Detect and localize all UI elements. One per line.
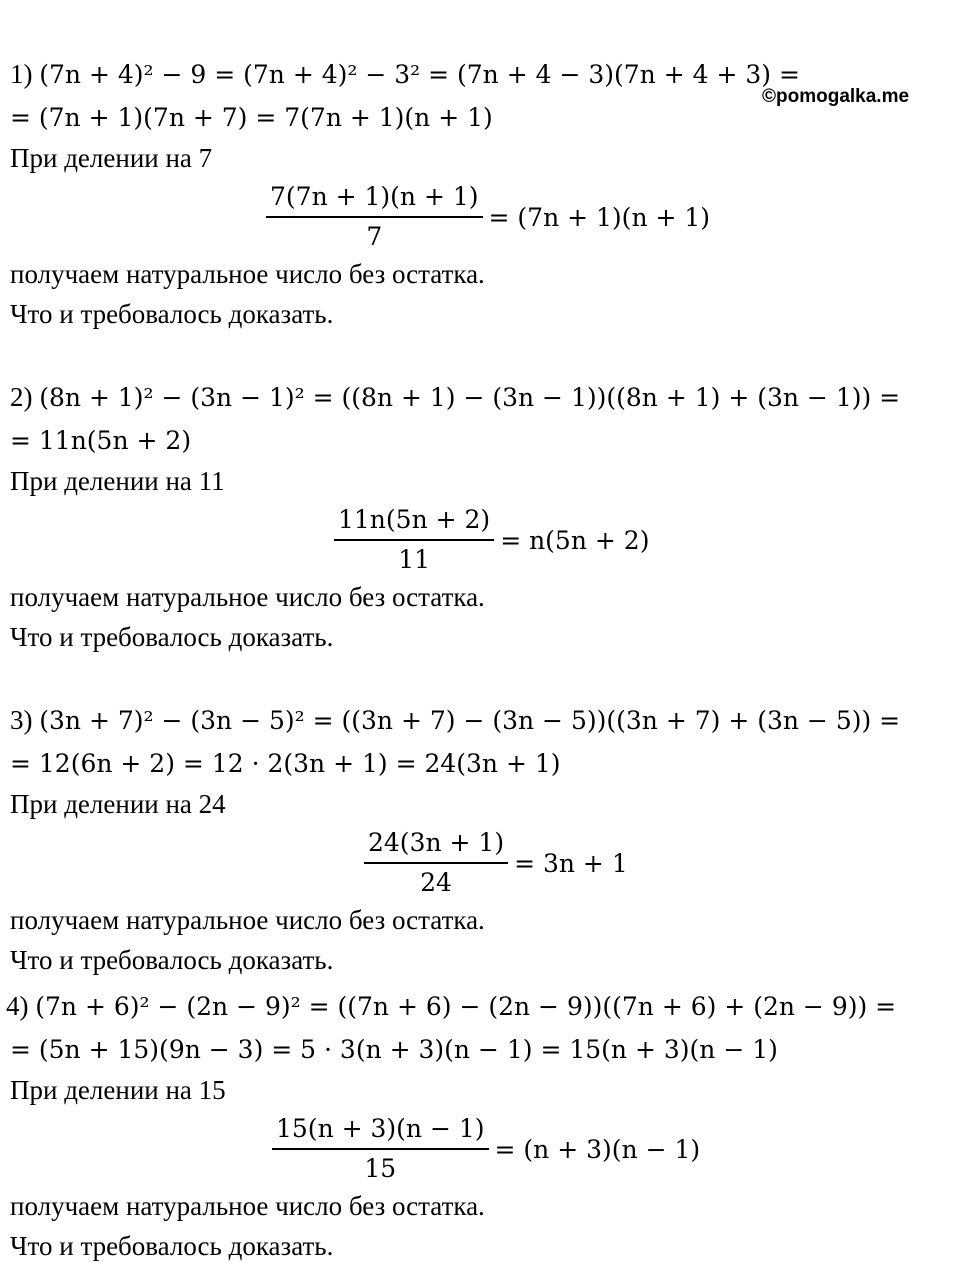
proof-text: Что и требовалось доказать. [10, 299, 334, 329]
fraction-numerator: 15(n + 3)(n − 1) [276, 1114, 485, 1143]
division-text: При делении на 7 [10, 143, 213, 173]
fraction-result: = (n + 3)(n − 1) [494, 1134, 701, 1164]
problem-label: 3) [10, 705, 33, 735]
fraction [272, 1114, 489, 1184]
problem-label: 4) [6, 991, 29, 1021]
fraction-equation [334, 505, 649, 575]
division-text: При делении на 24 [10, 789, 226, 819]
fraction-result: = n(5n + 2) [500, 525, 650, 555]
proof-text: Что и требовалось доказать. [10, 1231, 334, 1261]
problem-1-line-2: = (7n + 1)(7n + 7) = 7(7n + 1)(n + 1) [10, 103, 493, 132]
math-expression: (3n + 7)² − (3n − 5)² = ((3n + 7) − (3n − 5))((3n + 7) + (3n − 5)) = [39, 706, 901, 735]
result-text: получаем натуральное число без остатка. [10, 1191, 485, 1221]
fraction [364, 828, 508, 898]
fraction-equation [364, 828, 628, 898]
fraction-result: = (7n + 1)(n + 1) [488, 202, 711, 232]
fraction-denominator: 7 [366, 222, 383, 251]
problem-1-line-1 [10, 58, 800, 91]
math-expression: (8n + 1)² − (3n − 1)² = ((8n + 1) − (3n − 1))((8n + 1) + (3n − 1)) = [39, 383, 901, 412]
problem-3-line-1 [10, 704, 900, 737]
fraction-equation [266, 182, 710, 252]
problem-label: 2) [10, 382, 33, 412]
problem-4-line-2: = (5n + 15)(9n − 3) = 5 · 3(n + 3)(n − 1) = 15(n + 3)(n − 1) [10, 1035, 778, 1064]
watermark-text: ©pomogalka.me [762, 86, 910, 107]
problem-2-line-1 [10, 381, 900, 414]
problem-label: 1) [10, 59, 33, 89]
result-text: получаем натуральное число без остатка. [10, 259, 485, 289]
problem-4-line-1 [6, 990, 896, 1023]
math-expression: (7n + 4)² − 9 = (7n + 4)² − 3² = (7n + 4 − 3)(7n + 4 + 3) = [39, 60, 800, 89]
fraction-denominator: 24 [420, 868, 452, 897]
fraction-equation [272, 1114, 700, 1184]
problem-2-line-2: = 11n(5n + 2) [10, 426, 192, 455]
fraction-numerator: 7(7n + 1)(n + 1) [270, 182, 479, 211]
fraction-numerator: 11n(5n + 2) [338, 505, 491, 534]
division-text: При делении на 11 [10, 466, 225, 496]
fraction [334, 505, 494, 575]
fraction [266, 182, 483, 252]
fraction-result: = 3n + 1 [514, 848, 628, 878]
division-text: При делении на 15 [10, 1075, 226, 1105]
result-text: получаем натуральное число без остатка. [10, 582, 485, 612]
fraction-numerator: 24(3n + 1) [368, 828, 505, 857]
problem-3-line-2: = 12(6n + 2) = 12 · 2(3n + 1) = 24(3n + 1) [10, 749, 561, 778]
result-text: получаем натуральное число без остатка. [10, 905, 485, 935]
proof-text: Что и требовалось доказать. [10, 945, 334, 975]
fraction-denominator: 11 [398, 545, 430, 574]
math-expression: (7n + 6)² − (2n − 9)² = ((7n + 6) − (2n − 9))((7n + 6) + (2n − 9)) = [35, 992, 897, 1021]
fraction-denominator: 15 [364, 1154, 397, 1183]
proof-text: Что и требовалось доказать. [10, 622, 334, 652]
